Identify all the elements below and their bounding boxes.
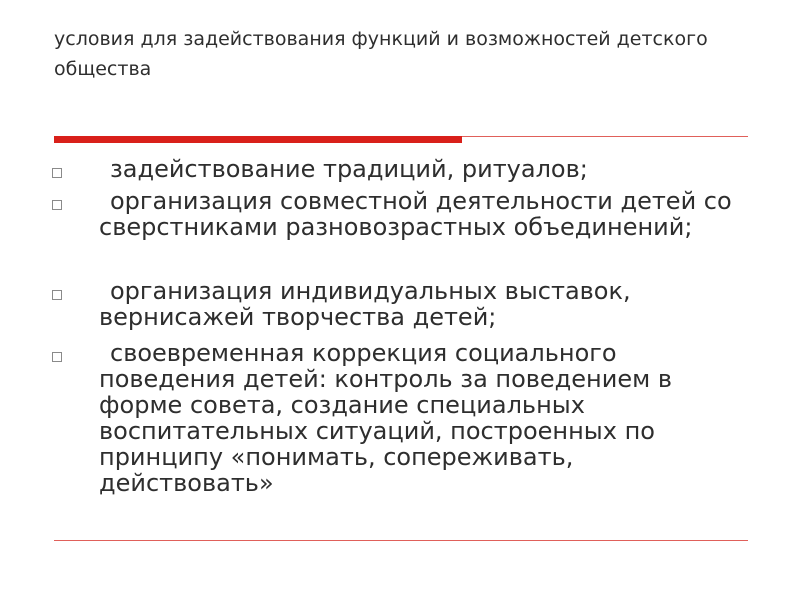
bullet-text: своевременная коррекция социального поведения детей: контроль за поведением в форме совета, создание специальных воспитательных ситуаций, построенных по принципу «понимать, сопереживать, действовать» [99, 339, 680, 497]
footer-divider [54, 540, 748, 541]
hollow-square-icon [52, 352, 62, 362]
bullet-text: организация совместной деятельности детей со сверстниками разновозрастных объединений; [99, 187, 740, 241]
bullet-text: задействование традиций, ритуалов; [110, 155, 588, 183]
slide-title: условия для задействования функций и возможностей детского общества [54, 28, 708, 80]
bullet-text: организация индивидуальных выставок, вернисажей творчества детей; [99, 277, 639, 331]
hollow-square-icon [52, 200, 62, 210]
hollow-square-icon [52, 168, 62, 178]
hollow-square-icon [52, 290, 62, 300]
title-divider-accent [54, 136, 462, 143]
